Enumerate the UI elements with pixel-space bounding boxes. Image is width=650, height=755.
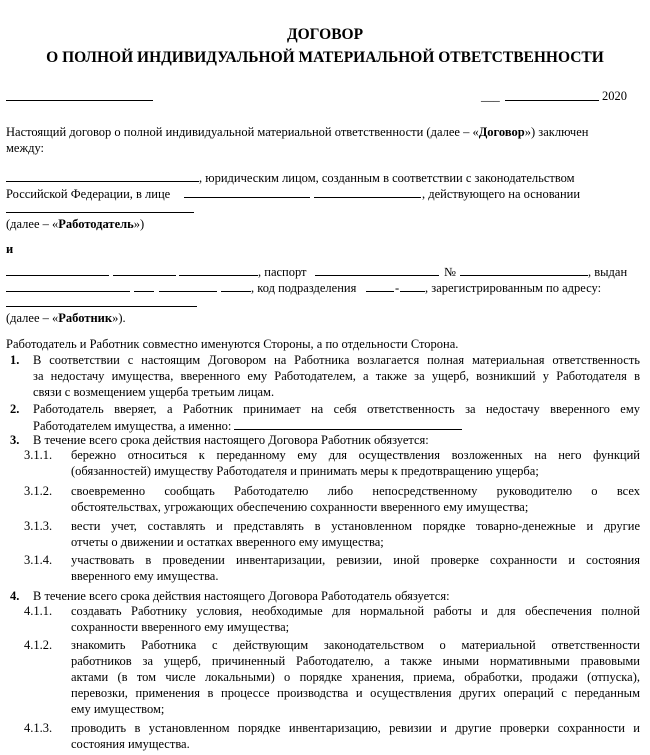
issue-year-blank[interactable] xyxy=(221,279,251,292)
item-4-text: В течение всего срока действия настоящего Договора Работодатель обязуется: xyxy=(33,589,450,603)
employer-line-2b: , действующего на основании xyxy=(422,187,581,201)
item-2-number: 2. xyxy=(10,402,20,416)
sub-4-1-3-text: проводить в установленном порядке инвентаризацию, ревизии и другие проверки сохранности и состояния имущества. xyxy=(71,721,640,751)
item-1-number: 1. xyxy=(10,353,20,367)
division-code-1-blank[interactable] xyxy=(366,279,394,292)
and-word: и xyxy=(6,242,14,256)
place-blank[interactable] xyxy=(6,88,153,101)
representative-name-blank[interactable] xyxy=(314,185,421,198)
sub-3-1-1-text: бережно относиться к переданному ему для осуществления возложенных на него функций (обязанностей) имуществу Работодателя и принимать меры к предотвращению ущерба; xyxy=(71,448,640,478)
sub-3-1-3-number: 3.1.3. xyxy=(24,519,53,533)
intro-line-2: между: xyxy=(6,141,45,155)
sub-3-1-4-number: 3.1.4. xyxy=(24,553,53,567)
day-blank: ___ xyxy=(481,89,500,103)
passport-label: , паспорт xyxy=(258,265,307,279)
year-text: 2020 xyxy=(602,89,627,103)
item-4-number: 4. xyxy=(10,589,20,603)
sub-4-1-1-text: создавать Работнику условия, необходимые для нормальной работы и для обеспечения полной сохранности вверенного ему имущества; xyxy=(71,604,640,634)
basis-blank[interactable] xyxy=(6,200,194,213)
parties-definition: Работодатель и Работник совместно именуются Стороны, а по отдельности Сторона. xyxy=(6,337,459,351)
employer-name-blank[interactable] xyxy=(6,169,199,182)
sub-4-1-2-text: знакомить Работника с действующим законодательством о материальной ответственности работников за ущерб, причиненный Работодателю, а также иными нормативными правовыми актами (в том числе локальными) о порядке хранения, приема, обработки, продажи (отпуска), перевозки, применения в процессе производства и осуществления других операций с переданным ему имуществом; xyxy=(71,638,640,716)
employer-line-1: , юридическим лицом, созданным в соответствии с законодательством xyxy=(199,171,575,185)
month-blank[interactable] xyxy=(505,88,599,101)
issue-day-blank[interactable] xyxy=(134,279,154,292)
item-1-text: В соответствии с настоящим Договором на Работника возлагается полная материальная ответственность за недостачу имущества, вверенного ему Работодателем, а также за ущерб, возникший у Работодателя в связи с возмещением ущерба третьим лицам. xyxy=(33,353,640,399)
sub-4-1-3-number: 4.1.3. xyxy=(24,721,53,735)
document-subtitle: О ПОЛНОЙ ИНДИВИДУАЛЬНОЙ МАТЕРИАЛЬНОЙ ОТВЕТСТВЕННОСТИ xyxy=(46,49,604,66)
address-blank[interactable] xyxy=(6,294,197,307)
division-code-dash: - xyxy=(395,281,400,295)
sub-4-1-1-number: 4.1.1. xyxy=(24,604,53,618)
employer-line-3: (далее – «Работодатель») xyxy=(6,217,145,231)
property-blank[interactable] xyxy=(234,417,462,430)
item-3-number: 3. xyxy=(10,433,20,447)
sub-3-1-2-text: своевременно сообщать Работодателю либо непосредственному руководителю о всех обстоятельствах, угрожающих обеспечению сохранности вверенного ему имущества; xyxy=(71,484,640,514)
employee-line-3: (далее – «Работник»). xyxy=(6,311,126,325)
passport-number-label: № xyxy=(444,265,456,279)
document-title: ДОГОВОР xyxy=(286,26,364,43)
employer-line-2a: Российской Федерации, в лице xyxy=(6,187,171,201)
issue-month-blank[interactable] xyxy=(159,279,217,292)
passport-series-blank[interactable] xyxy=(315,263,439,276)
passport-number-blank[interactable] xyxy=(460,263,588,276)
address-label: , зарегистрированным по адресу: xyxy=(425,281,602,295)
employee-patronymic-blank[interactable] xyxy=(179,263,258,276)
issued-by-blank[interactable] xyxy=(6,279,130,292)
intro-line-1: Настоящий договор о полной индивидуальной материальной ответственности (далее – «Договор») заключен xyxy=(6,125,589,139)
sub-3-1-3-text: вести учет, составлять и представлять в установленном порядке товарно-денежные и другие отчеты о движении и остатках вверенного ему имущества; xyxy=(71,519,640,549)
issued-label: , выдан xyxy=(588,265,628,279)
item-2-text: Работодатель вверяет, а Работник принимает на себя ответственность за недостачу вверенного ему Работодателем имущества, а именно: xyxy=(33,402,640,433)
sub-3-1-4-text: участвовать в проведении инвентаризации, ревизии, иной проверке сохранности и состояния вверенного ему имущества. xyxy=(71,553,640,583)
employee-surname-blank[interactable] xyxy=(6,263,109,276)
employee-name-blank[interactable] xyxy=(113,263,176,276)
item-3-text: В течение всего срока действия настоящего Договора Работник обязуется: xyxy=(33,433,429,447)
sub-3-1-1-number: 3.1.1. xyxy=(24,448,53,462)
division-code-label: , код подразделения xyxy=(251,281,357,295)
sub-3-1-2-number: 3.1.2. xyxy=(24,484,53,498)
division-code-2-blank[interactable] xyxy=(400,279,425,292)
representative-position-blank[interactable] xyxy=(184,185,310,198)
sub-4-1-2-number: 4.1.2. xyxy=(24,638,53,652)
